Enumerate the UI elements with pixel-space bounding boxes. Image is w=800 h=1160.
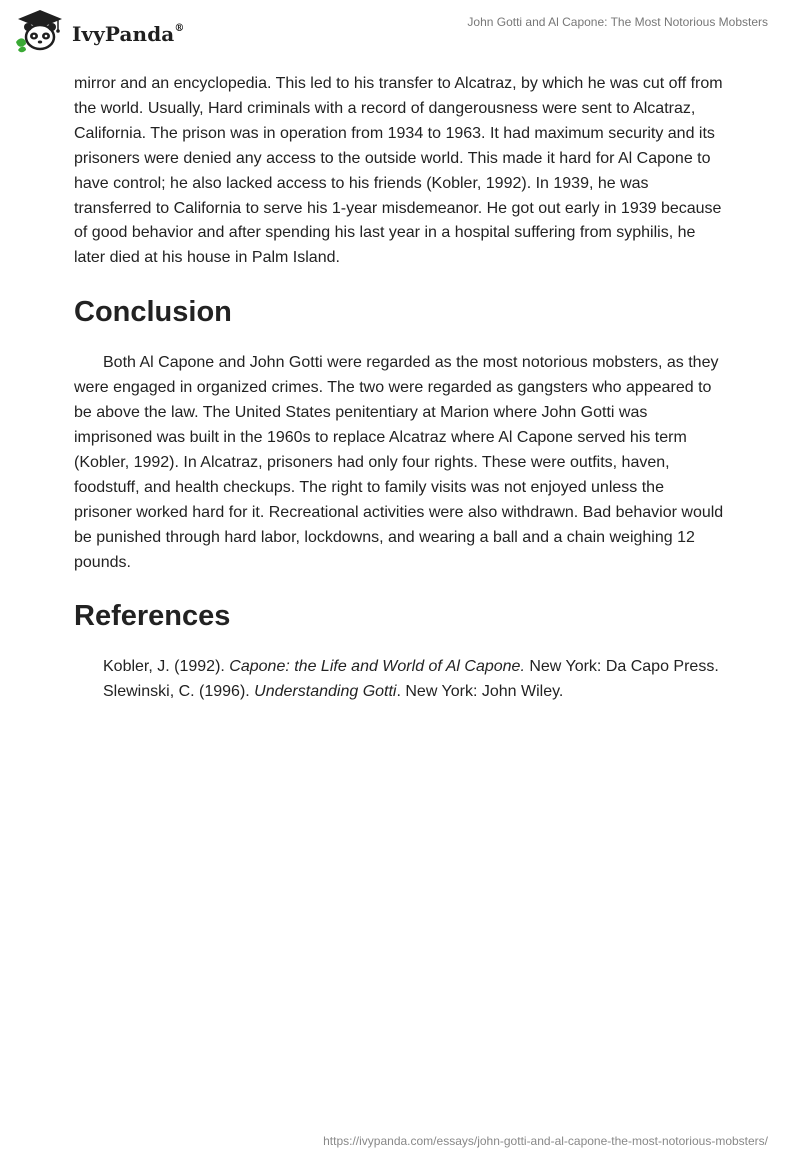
ivypanda-logo[interactable] [14, 8, 184, 54]
conclusion-paragraph: Both Al Capone and John Gotti were regarded as the most notorious mobsters, as they were engaged in organized crimes. The two were regarded as gangsters who appeared to be above the law. The United States penitentiary at Marion where John Gotti was imprisoned was built in the 1960s to replace Alcatraz where Al Capone served his term (Kobler, 1992). In Alcatraz, prisoners had only four rights. These were outfits, haven, foodstuff, and health checkups. The right to family visits was not enjoyed unless the prisoner worked hard for it. Recreational activities were also withdrawn. Bad behavior would be punished through hard labor, lockdowns, and wearing a ball and a chain weighing 12 pounds. [74, 354, 724, 571]
reference-publisher: New York: Da Capo Press. [524, 658, 719, 676]
reference-publisher: . New York: John Wiley. [396, 683, 564, 701]
reference-title: Capone: the Life and World of Al Capone. [229, 658, 525, 676]
source-url-link[interactable]: https://ivypanda.com/essays/john-gotti-and-al-capone-the-most-notorious-mobsters/ [323, 1134, 768, 1148]
reference-author-year: Slewinski, C. (1996). [103, 683, 255, 701]
essay-content [74, 72, 724, 705]
reference-title: Understanding Gotti [254, 683, 397, 701]
brand-name: IvyPanda® [72, 22, 185, 46]
intro-paragraph: mirror and an encyclopedia. This led to his transfer to Alcatraz, by which he was cut off from the world. Usually, Hard criminals with a record of dangerousness were sent to Alcatraz, California. The prison was in operation from 1934 to 1963. It had maximum security and its prisoners were denied any access to the outside world. This made it hard for Al Capone to have control; he also lacked access to his friends (Kobler, 1992). In 1939, he was transferred to California to serve his 1-year misdemeanor. He got out early in 1939 because of good behavior and after spending his last year in a hospital suffering from syphilis, he later died at his house in Palm Island. [74, 75, 723, 267]
page-header [0, 0, 800, 70]
reference-item [74, 680, 724, 705]
reference-author-year: Kobler, J. (1992). [103, 658, 230, 676]
references-heading: References [74, 600, 231, 633]
running-title: John Gotti and Al Capone: The Most Notorious Mobsters [467, 15, 768, 29]
reference-item [74, 655, 724, 680]
panda-graduate-icon [14, 8, 66, 54]
conclusion-heading: Conclusion [74, 296, 232, 329]
